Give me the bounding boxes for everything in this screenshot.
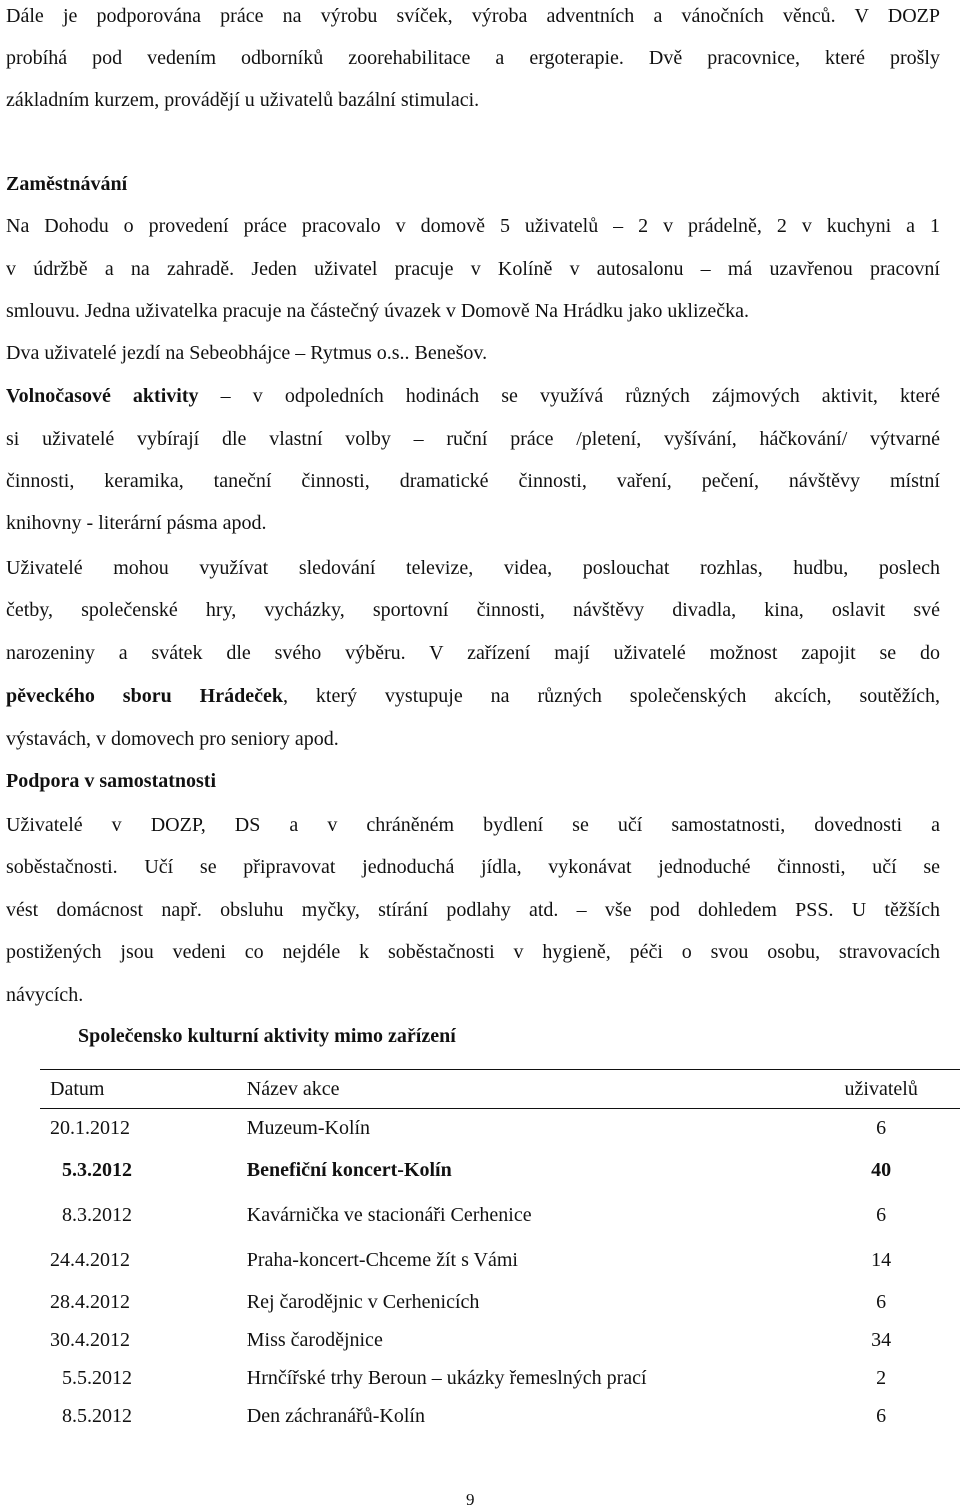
independence-line-1: Uživatelé v DOZP, DS a v chráněném bydlení se učí samostatnosti, dovednosti a (6, 814, 940, 836)
independence-heading: Podpora v samostatnosti (6, 770, 217, 792)
row-name: Hrnčířské trhy Beroun – ukázky řemeslných prací (246, 1366, 647, 1389)
row-name: Praha-koncert-Chceme žít s Vámi (246, 1248, 518, 1271)
users-line-4 (6, 684, 940, 708)
row-date: 5.5.2012 (62, 1366, 132, 1389)
table-row (40, 1147, 960, 1193)
header-date: Datum (40, 1070, 247, 1109)
leisure-line-1-rest: – v odpoledních hodinách se využívá různých zájmových aktivit, které (198, 385, 940, 407)
paragraph-1-line-2: probíhá pod vedením odborníků zoorehabilitace a ergoterapie. Dvě pracovnice, které prošly (6, 47, 940, 69)
table-row (40, 1359, 960, 1397)
table-header-row (40, 1070, 960, 1109)
table-row (40, 1397, 960, 1435)
employment-line-1: Na Dohodu o provedení práce pracovalo v domově 5 uživatelů – 2 v prádelně, 2 v kuchyni a 1 (6, 215, 940, 237)
row-count: 40 (871, 1158, 892, 1181)
row-date: 8.3.2012 (62, 1203, 132, 1226)
row-name: Benefiční koncert-Kolín (246, 1158, 452, 1181)
page-number: 9 (466, 1490, 475, 1509)
events-table (40, 1069, 960, 1435)
row-count: 2 (876, 1366, 887, 1389)
table-row (40, 1321, 960, 1359)
employment-line-4: Dva uživatelé jezdí na Sebeobhájce – Rytmus o.s.. Benešov. (6, 342, 488, 364)
users-line-4-rest: , který vystupuje na různých společenských akcích, soutěžích, (282, 685, 940, 707)
row-count: 6 (876, 1203, 887, 1226)
paragraph-1-line-3: základním kurzem, provádějí u uživatelů bazální stimulaci. (6, 89, 480, 111)
independence-line-4: postižených jsou vedeni co nejdéle k soběstačnosti v hygieně, péči o svou osobu, stravovacích (6, 941, 940, 963)
employment-line-2: v údržbě a na zahradě. Jeden uživatel pracuje v Kolíně v autosalonu – má uzavřenou pracovní (6, 258, 940, 280)
leisure-line-2: si uživatelé vybírají dle vlastní volby – ruční práce /pletení, vyšívání, háčkování/ výtvarné (6, 428, 940, 450)
leisure-line-1 (6, 384, 940, 408)
leisure-line-4: knihovny - literární pásma apod. (6, 512, 267, 534)
row-name: Kavárnička ve stacionáři Cerhenice (246, 1203, 532, 1226)
header-name: Název akce (247, 1070, 803, 1109)
table-row (40, 1237, 960, 1283)
row-date: 20.1.2012 (50, 1116, 130, 1139)
users-line-3: narozeniny a svátek dle svého výběru. V zařízení mají uživatelé možnost zapojit se do (6, 642, 940, 664)
users-line-1: Uživatelé mohou využívat sledování televize, videa, poslouchat rozhlas, hudbu, poslech (6, 557, 940, 579)
independence-line-3: vést domácnost např. obsluhu myčky, stírání podlahy atd. – vše pod dohledem PSS. U těžších (6, 899, 940, 921)
employment-line-3: smlouvu. Jedna uživatelka pracuje na částečný úvazek v Domově Na Hrádku jako uklizečka. (6, 300, 750, 322)
row-count: 6 (876, 1116, 887, 1139)
table-row (40, 1193, 960, 1237)
table-row (40, 1109, 960, 1148)
row-date: 28.4.2012 (50, 1290, 130, 1313)
row-date: 8.5.2012 (62, 1404, 132, 1427)
row-date: 30.4.2012 (50, 1328, 130, 1351)
choir-name: pěveckého sboru Hrádeček (6, 685, 283, 707)
row-name: Rej čarodějnic v Cerhenicích (246, 1290, 480, 1313)
leisure-lead: Volnočasové aktivity (6, 385, 199, 407)
table-row (40, 1283, 960, 1321)
users-line-5: výstavách, v domovech pro seniory apod. (6, 728, 339, 750)
row-count: 6 (876, 1290, 887, 1313)
employment-heading: Zaměstnávání (6, 173, 128, 195)
row-date: 5.3.2012 (62, 1158, 132, 1181)
row-name: Miss čarodějnice (246, 1328, 383, 1351)
row-date: 24.4.2012 (50, 1248, 130, 1271)
header-count: uživatelů (802, 1070, 960, 1109)
paragraph-1-line-1: Dále je podporována práce na výrobu svíček, výroba adventních a vánočních věnců. V DOZP (6, 5, 940, 27)
users-line-2: četby, společenské hry, vycházky, sportovní činnosti, návštěvy divadla, kina, oslavit své (6, 599, 940, 621)
row-count: 6 (876, 1404, 887, 1427)
row-count: 34 (871, 1328, 892, 1351)
row-name: Den záchranářů-Kolín (246, 1404, 425, 1427)
row-name: Muzeum-Kolín (246, 1116, 371, 1139)
leisure-line-3: činnosti, keramika, taneční činnosti, dramatické činnosti, vaření, pečení, návštěvy místní (6, 470, 940, 492)
row-count: 14 (871, 1248, 892, 1271)
independence-line-2: soběstačnosti. Učí se připravovat jednoduchá jídla, vykonávat jednoduché činnosti, učí se (6, 856, 940, 878)
events-table-title: Společensko kulturní aktivity mimo zařízení (78, 1025, 456, 1047)
independence-line-5: návycích. (6, 984, 84, 1006)
